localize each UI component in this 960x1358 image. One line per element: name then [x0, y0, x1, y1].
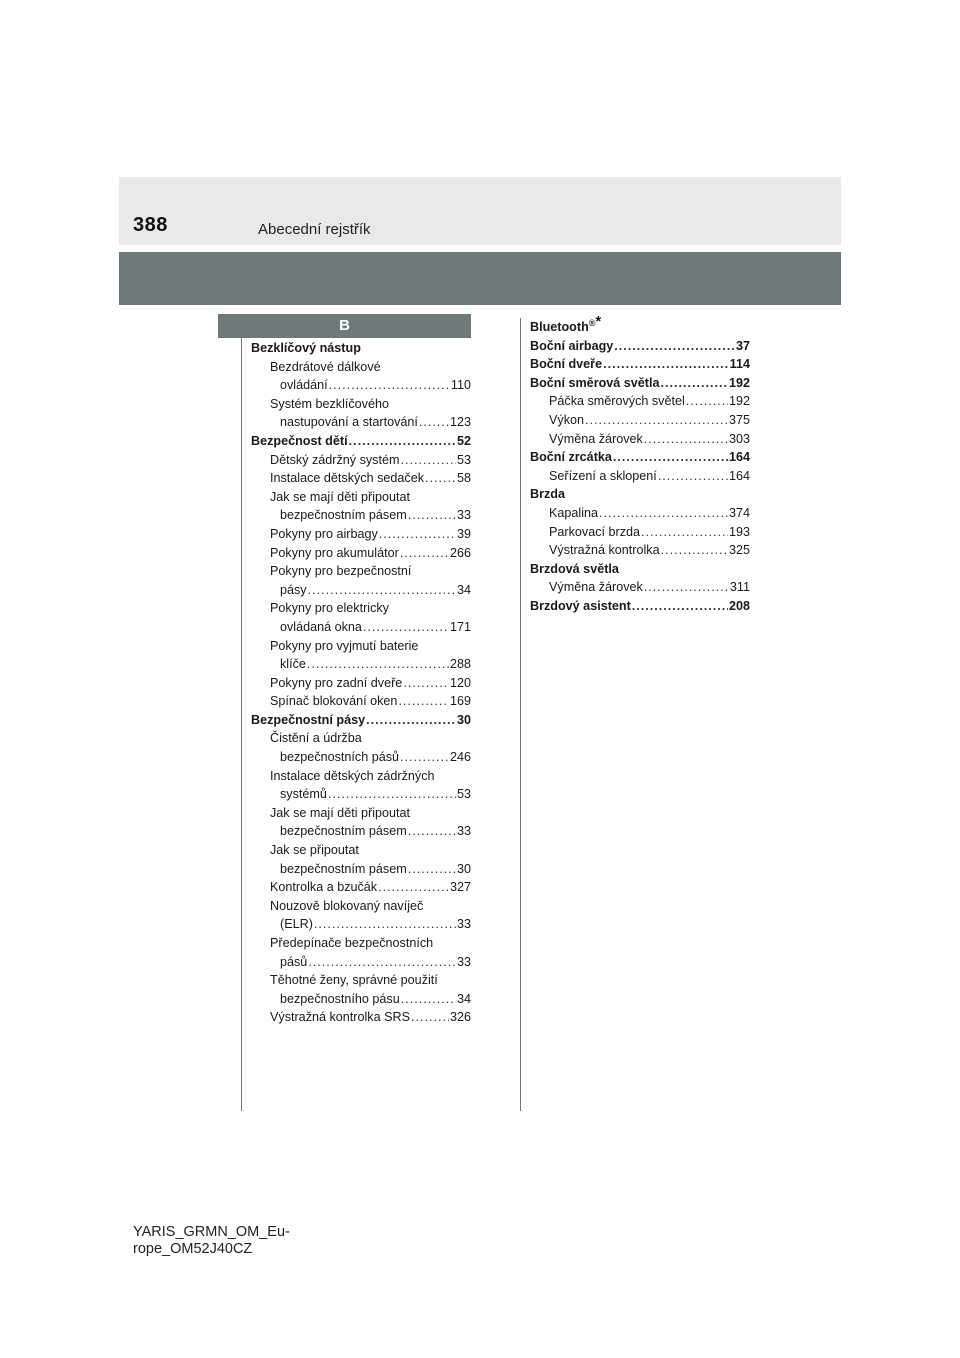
dot-leader — [307, 655, 449, 674]
index-entry-sub: Jak se mají děti připoutat — [270, 805, 411, 820]
dot-leader — [401, 990, 456, 1009]
page-ref: 374 — [728, 505, 750, 520]
page-ref: 208 — [728, 598, 750, 613]
dot-leader — [644, 578, 729, 597]
entry-title: Pokyny pro zadní dveře — [270, 675, 403, 690]
entry-title: Dětský zádržný systém — [270, 452, 400, 467]
index-entry-sub — [530, 523, 750, 542]
entry-title: Bluetooth — [530, 320, 589, 334]
dot-leader — [308, 953, 456, 972]
index-entry-main — [530, 355, 750, 374]
column-divider-right — [520, 318, 521, 1111]
dot-leader — [308, 581, 456, 600]
page-ref: 34 — [456, 582, 471, 597]
page-ref: 110 — [450, 378, 471, 393]
page-ref: 192 — [728, 394, 750, 409]
index-entry-sub — [530, 541, 750, 560]
page-ref: 303 — [728, 431, 750, 446]
index-entry-main: Brzda — [530, 487, 565, 502]
dot-leader — [632, 597, 728, 616]
index-entry-sub: Těhotné ženy, správné použití — [270, 973, 438, 988]
page-ref: 164 — [728, 450, 750, 465]
index-entry-cont — [251, 618, 471, 637]
entry-title: systémů — [280, 787, 327, 802]
dot-leader — [379, 525, 456, 544]
entry-title: bezpečnostním pásem — [280, 508, 407, 523]
dot-leader — [400, 544, 449, 563]
dot-leader — [329, 376, 450, 395]
entry-title: Brzdový asistent — [530, 598, 631, 613]
dot-leader — [641, 523, 728, 542]
entry-title: bezpečnostním pásem — [280, 824, 407, 839]
dot-leader — [658, 467, 728, 486]
entry-title: Výstražná kontrolka SRS — [270, 1010, 410, 1025]
entry-title: Bezpečnost dětí — [251, 433, 348, 448]
page-ref: 192 — [728, 375, 750, 390]
dot-leader — [425, 469, 456, 488]
page-ref: 120 — [449, 675, 471, 690]
index-entry-main — [530, 337, 750, 356]
index-entry-main: Brzdová světla — [530, 561, 619, 576]
page-ref: 266 — [449, 545, 471, 560]
dot-leader — [661, 374, 728, 393]
index-entry-sub — [530, 504, 750, 523]
entry-title: nastupování a startování — [280, 415, 418, 430]
index-entry-cont — [251, 376, 471, 395]
entry-title: Spínač blokování oken — [270, 694, 398, 709]
index-column-left — [251, 339, 471, 1027]
entry-title: Boční směrová světla — [530, 375, 660, 390]
section-letter: B — [218, 314, 471, 338]
entry-title: Kapalina — [549, 505, 599, 520]
dot-leader — [613, 448, 728, 467]
index-entry-sub — [251, 469, 471, 488]
dot-leader — [408, 822, 456, 841]
page-ref: 34 — [456, 991, 471, 1006]
page-ref: 288 — [449, 657, 471, 672]
dot-leader — [599, 504, 728, 523]
dot-leader — [686, 392, 728, 411]
asterisk-icon: * — [595, 312, 602, 330]
index-entry-main — [251, 711, 471, 730]
index-entry-cont — [251, 581, 471, 600]
index-entry-sub — [530, 578, 750, 597]
index-entry-sub — [251, 544, 471, 563]
index-entry-cont — [251, 506, 471, 525]
page-number: 388 — [133, 214, 168, 236]
dot-leader — [408, 860, 456, 879]
entry-title: Bezpečnostní pásy — [251, 712, 366, 727]
page-ref: 37 — [735, 338, 750, 353]
dot-leader — [411, 1008, 449, 1027]
page-title: Abecední rejstřík — [258, 221, 371, 238]
dot-leader — [644, 430, 728, 449]
index-entry-main — [530, 312, 750, 337]
entry-title: Parkovací brzda — [549, 524, 640, 539]
entry-title: Kontrolka a bzučák — [270, 880, 378, 895]
entry-title: Boční zrcátka — [530, 450, 612, 465]
dot-leader — [398, 692, 449, 711]
index-entry-main — [251, 432, 471, 451]
index-entry-sub — [530, 430, 750, 449]
entry-title: Pokyny pro akumulátor — [270, 545, 399, 560]
entry-title: Seřízení a sklopení — [549, 468, 657, 483]
page-ref: 33 — [456, 508, 471, 523]
index-entry-cont — [251, 953, 471, 972]
header-band — [119, 177, 841, 245]
index-entry-sub — [530, 467, 750, 486]
dot-leader — [400, 748, 449, 767]
entry-title: Pokyny pro airbagy — [270, 526, 378, 541]
page-ref: 33 — [456, 824, 471, 839]
dot-leader — [366, 711, 456, 730]
page-ref: 30 — [456, 712, 471, 727]
index-entry-sub: Bezdrátové dálkové — [270, 359, 381, 374]
entry-title: Instalace dětských sedaček — [270, 471, 425, 486]
index-entry-cont — [251, 748, 471, 767]
index-entry-sub: Systém bezklíčového — [270, 396, 389, 411]
index-entry-sub: Pokyny pro elektricky — [270, 601, 389, 616]
page-ref: 164 — [728, 468, 750, 483]
index-entry-cont — [251, 915, 471, 934]
dot-leader — [378, 878, 449, 897]
page-ref: 33 — [456, 917, 471, 932]
index-entry-main — [530, 448, 750, 467]
dot-leader — [614, 337, 735, 356]
page-ref: 123 — [449, 415, 471, 430]
entry-title: bezpečnostním pásem — [280, 861, 407, 876]
index-entry-cont — [251, 860, 471, 879]
entry-title: ovládání — [280, 378, 328, 393]
dot-leader — [403, 674, 449, 693]
section-band — [119, 252, 841, 305]
page-ref: 169 — [449, 694, 471, 709]
index-entry-sub: Nouzově blokovaný navíječ — [270, 898, 424, 913]
entry-title: Páčka směrových světel — [549, 394, 685, 409]
index-column-right-entries — [530, 337, 750, 616]
index-entry-cont — [251, 990, 471, 1009]
page-ref: 53 — [456, 787, 471, 802]
index-entry-cont — [251, 822, 471, 841]
index-column-right — [530, 312, 750, 616]
page-ref: 193 — [728, 524, 750, 539]
index-entry-sub — [251, 451, 471, 470]
dot-leader — [603, 355, 729, 374]
entry-title: klíče — [280, 657, 306, 672]
page-ref: 311 — [729, 580, 750, 595]
dot-leader — [585, 411, 728, 430]
page-ref: 327 — [449, 880, 471, 895]
dot-leader — [419, 413, 449, 432]
dot-leader — [400, 451, 456, 470]
page-ref: 326 — [449, 1010, 471, 1025]
index-entry-main — [530, 374, 750, 393]
column-divider-left — [241, 338, 242, 1111]
page-ref: 246 — [449, 750, 471, 765]
dot-leader — [661, 541, 728, 560]
index-entry-sub — [530, 392, 750, 411]
index-entry-sub — [251, 1008, 471, 1027]
page-ref: 53 — [456, 452, 471, 467]
index-entry-sub — [251, 674, 471, 693]
index-entry-main — [530, 597, 750, 616]
page-ref: 171 — [449, 619, 471, 634]
entry-title: bezpečnostních pásů — [280, 750, 400, 765]
document-code-line-2: rope_OM52J40CZ — [133, 1241, 253, 1257]
page-ref: 39 — [456, 526, 471, 541]
entry-title: Boční dveře — [530, 357, 603, 372]
page-ref: 52 — [456, 433, 471, 448]
page-ref: 33 — [456, 954, 471, 969]
page-ref: 325 — [728, 543, 750, 558]
page-ref: 375 — [728, 412, 750, 427]
index-entry-sub: Jak se mají děti připoutat — [270, 489, 411, 504]
index-entry-sub — [251, 525, 471, 544]
entry-title: pásy — [280, 582, 307, 597]
entry-title: Výměna žárovek — [549, 431, 643, 446]
index-entry-cont — [251, 655, 471, 674]
entry-title: Výkon — [549, 412, 585, 427]
index-entry-sub — [251, 692, 471, 711]
dot-leader — [328, 785, 456, 804]
entry-title: pásů — [280, 954, 308, 969]
document-code-line-1: YARIS_GRMN_OM_Eu- — [133, 1224, 290, 1240]
index-entry-sub — [530, 411, 750, 430]
index-entry-sub: Jak se připoutat — [270, 843, 359, 858]
page-ref: 114 — [729, 357, 750, 372]
page-ref: 30 — [456, 861, 471, 876]
dot-leader — [408, 506, 456, 525]
index-entry-sub: Čistění a údržba — [270, 731, 362, 746]
document-code — [133, 1224, 290, 1258]
index-entry-sub — [251, 878, 471, 897]
index-entry-sub: Pokyny pro vyjmutí baterie — [270, 638, 419, 653]
entry-title: ovládaná okna — [280, 619, 362, 634]
index-entry-sub: Instalace dětských zádržných — [270, 768, 435, 783]
entry-title: Výstražná kontrolka — [549, 543, 660, 558]
index-entry-sub: Předepínače bezpečnostních — [270, 936, 434, 950]
entry-title: Boční airbagy — [530, 338, 614, 353]
entry-title: (ELR) — [280, 917, 313, 932]
index-entry-cont — [251, 785, 471, 804]
dot-leader — [349, 432, 456, 451]
index-entry-cont — [251, 413, 471, 432]
entry-title: Výměna žárovek — [549, 580, 643, 595]
dot-leader — [314, 915, 456, 934]
entry-title: bezpečnostního pásu — [280, 991, 400, 1006]
registered-mark: ® — [588, 317, 596, 328]
page-ref: 58 — [456, 471, 471, 486]
dot-leader — [363, 618, 449, 637]
index-entry-main: Bezklíčový nástup — [251, 341, 361, 355]
index-entry-sub: Pokyny pro bezpečnostní — [270, 564, 412, 579]
